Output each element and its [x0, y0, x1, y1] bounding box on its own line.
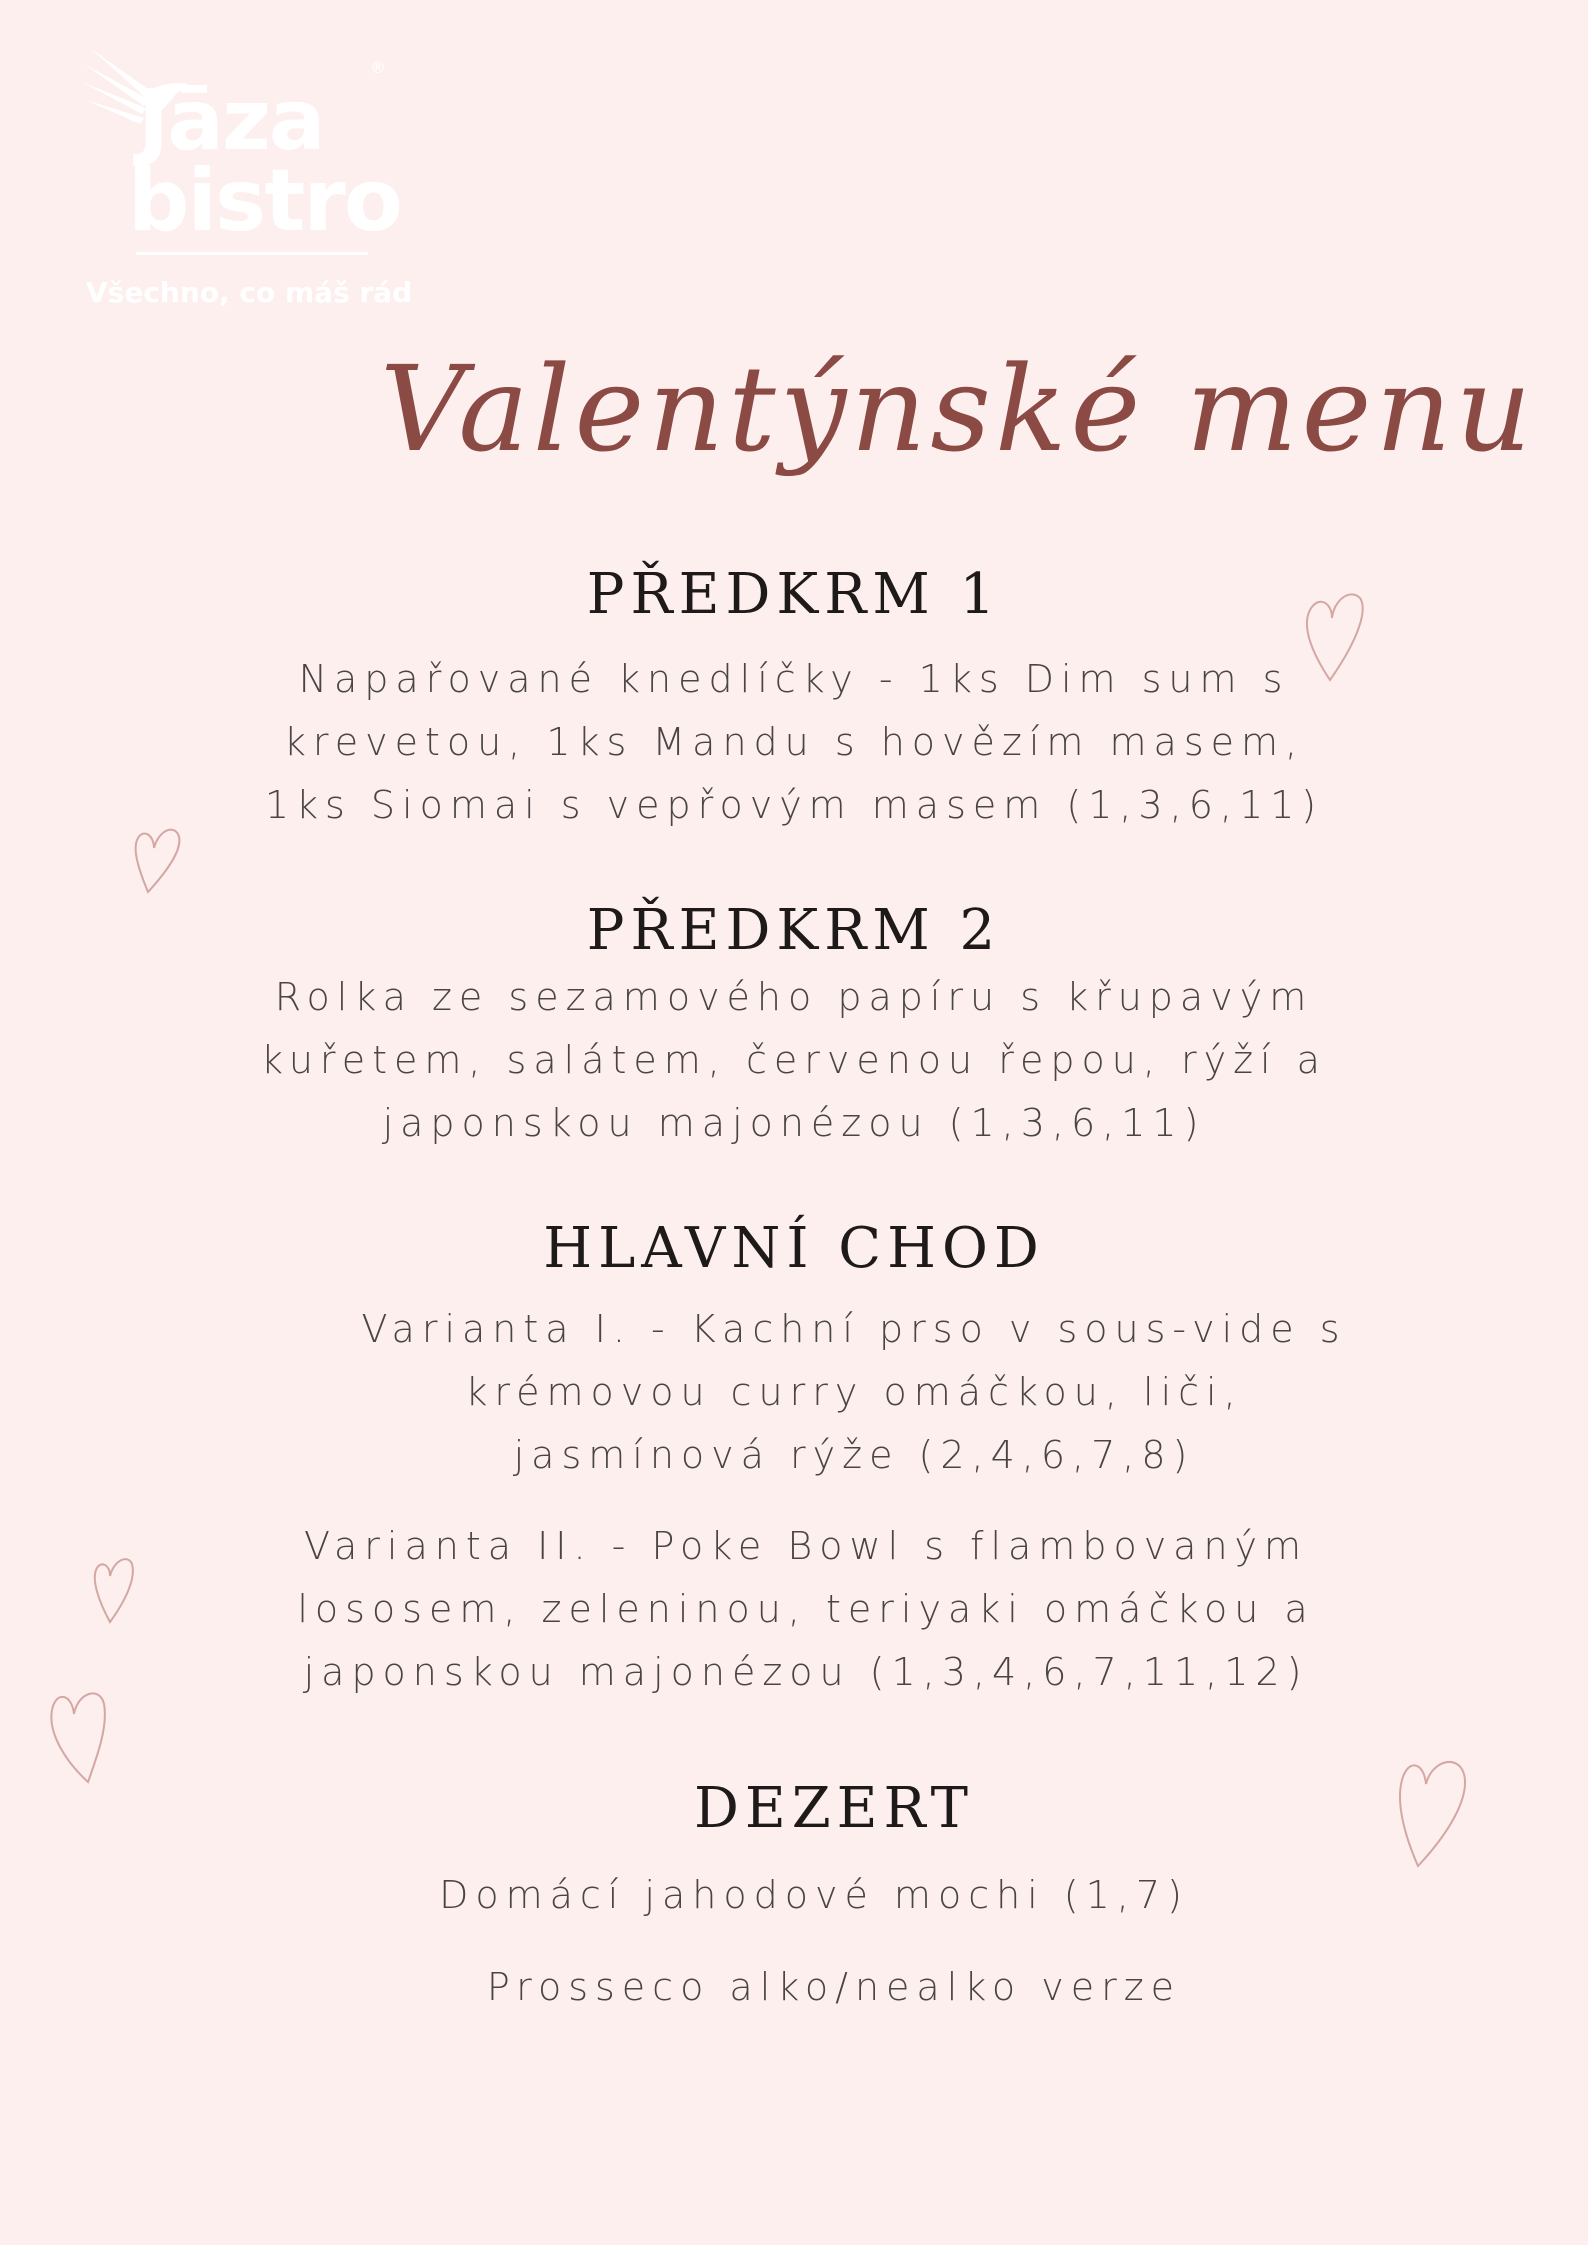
section-heading-dessert: DEZERT	[693, 1776, 975, 1841]
drink-note	[40, 1956, 1588, 2019]
description-line: japonskou majonézou (1,3,6,11)	[382, 1101, 1206, 1145]
description-line: Napařované knedlíčky - 1ks Dim sum s	[298, 657, 1290, 701]
description-line: kuřetem, salátem, červenou řepou, rýží a	[261, 1038, 1327, 1082]
description-line: lososem, zeleninou, teriyaki omáčkou a	[297, 1587, 1315, 1631]
description-line: jasmínová rýže (2,4,6,7,8)	[513, 1433, 1195, 1477]
section-heading-starter2: PŘEDKRM 2	[586, 898, 1002, 963]
registered-mark: ®	[370, 58, 386, 77]
logo-word-jaza: Jāza	[138, 71, 324, 169]
description-line: 1ks Siomai s vepřovým masem (1,3,6,11)	[264, 783, 1324, 827]
dessert-description	[20, 1864, 1588, 1927]
heart-icon	[44, 1680, 112, 1790]
brand-logo	[80, 40, 420, 320]
heart-icon	[1392, 1744, 1472, 1874]
section-heading-main: HLAVNÍ CHOD	[543, 1216, 1045, 1281]
main-variant2-description	[12, 1515, 1588, 1704]
description-line: Varianta I. - Kachní prso v sous-vide s	[361, 1307, 1347, 1351]
logo-divider	[136, 252, 368, 255]
description-line: Varianta II. - Poke Bowl s flambovaným	[303, 1524, 1309, 1568]
description-line: Domácí jahodové mochi (1,7)	[439, 1873, 1189, 1917]
heart-icon	[88, 1548, 140, 1628]
main-variant1-description	[60, 1298, 1588, 1487]
description-line: krevetou, 1ks Mandu s hovězím masem,	[283, 720, 1305, 764]
section-heading-starter1: PŘEDKRM 1	[586, 562, 1002, 627]
description-line: Prosseco alko/nealko verze	[486, 1965, 1182, 2009]
description-line: Rolka ze sezamového papíru s křupavým	[274, 975, 1314, 1019]
heart-icon	[1300, 580, 1370, 690]
logo-tagline: Všechno, co máš rád	[86, 276, 413, 309]
description-line: japonskou majonézou (1,3,4,6,7,11,12)	[303, 1650, 1309, 1694]
description-line: krémovou curry omáčkou, liči,	[465, 1370, 1243, 1414]
heart-icon	[130, 818, 186, 898]
menu-title: Valentýnské menu	[380, 340, 1536, 478]
logo-word-bistro: bistro	[128, 151, 401, 251]
starter2-description	[0, 966, 1588, 1155]
